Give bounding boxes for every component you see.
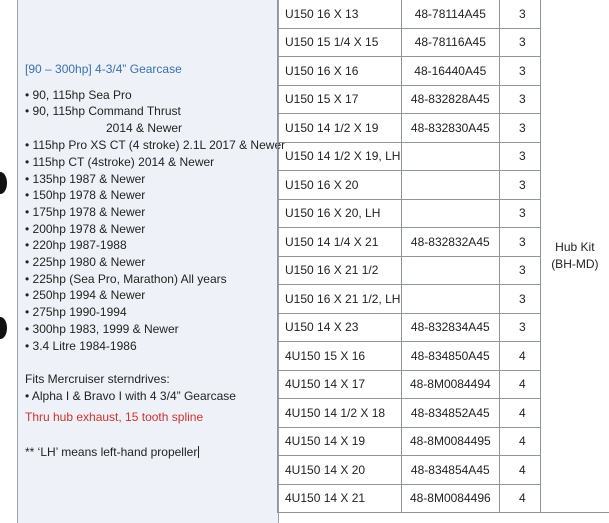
blade-count-cell: 4: [499, 427, 540, 456]
cropped-image-fragment: [0, 172, 7, 194]
left-margin-strip: [0, 0, 17, 523]
part-number-cell: [401, 256, 499, 285]
part-number-cell: 48-832830A45: [401, 114, 499, 143]
propeller-model-cell: U150 14 1/2 X 19: [278, 114, 402, 143]
cropped-image-fragment: [0, 317, 7, 339]
text-cursor: [198, 446, 199, 458]
propeller-model-cell: 4U150 14 1/2 X 18: [278, 399, 402, 428]
fitment-line: • 90, 115hp Command Thrust: [25, 104, 181, 118]
sterndrive-line: • Alpha I & Bravo I with 4 3/4” Gearcase: [25, 389, 236, 403]
part-number-cell: [401, 142, 499, 171]
propeller-model-cell: 4U150 14 X 17: [278, 370, 402, 399]
fitment-info-panel: [17, 0, 286, 523]
blade-count-cell: 3: [499, 85, 540, 114]
fitment-line: • 225hp (Sea Pro, Marathon) All years: [25, 272, 227, 286]
blade-count-cell: 3: [499, 228, 540, 257]
fitment-line: • 225hp 1980 & Newer: [25, 255, 146, 269]
fitment-line: • 200hp 1978 & Newer: [25, 222, 146, 236]
fitment-line: • 220hp 1987-1988: [25, 238, 127, 252]
fitment-line: • 275hp 1990-1994: [25, 305, 127, 319]
propeller-model-cell: U150 14 X 23: [278, 313, 402, 342]
propeller-model-cell: U150 16 X 20: [278, 171, 402, 200]
propeller-model-cell: U150 16 X 16: [278, 57, 402, 86]
blade-count-cell: 3: [499, 28, 540, 57]
propeller-parts-table: [277, 0, 609, 513]
fitment-line: • 150hp 1978 & Newer: [25, 188, 146, 202]
part-number-cell: 48-8M0084494: [401, 370, 499, 399]
blade-count-cell: 3: [499, 142, 540, 171]
part-number-cell: 48-78114A45: [401, 0, 499, 28]
blade-count-cell: 3: [499, 313, 540, 342]
sterndrive-heading: Fits Mercruiser sterndrives:: [25, 372, 170, 386]
blade-count-cell: 3: [499, 256, 540, 285]
propeller-model-cell: U150 14 1/2 X 19, LH: [278, 142, 402, 171]
table-row: [278, 0, 609, 28]
part-number-cell: 48-834852A45: [401, 399, 499, 428]
blade-count-cell: 4: [499, 342, 540, 371]
hub-kit-code: (BH-MD): [551, 257, 599, 271]
fitment-line: • 3.4 Litre 1984-1986: [25, 339, 137, 353]
blade-count-cell: 4: [499, 484, 540, 513]
blade-count-cell: 3: [499, 0, 540, 28]
hub-kit-label: Hub Kit: [555, 240, 595, 254]
fitment-line: • 115hp CT (4stroke) 2014 & Newer: [25, 155, 215, 169]
part-number-cell: 48-832832A45: [401, 228, 499, 257]
blade-count-cell: 4: [499, 370, 540, 399]
propeller-model-cell: U150 16 X 13: [278, 0, 402, 28]
part-number-cell: 48-834854A45: [401, 456, 499, 485]
part-number-cell: 48-78116A45: [401, 28, 499, 57]
fitment-line: • 300hp 1983, 1999 & Newer: [25, 322, 179, 336]
propeller-model-cell: 4U150 14 X 20: [278, 456, 402, 485]
blade-count-cell: 3: [499, 114, 540, 143]
fitment-line: 2014 & Newer: [106, 121, 183, 135]
propeller-model-cell: U150 16 X 20, LH: [278, 199, 402, 228]
part-number-cell: [401, 199, 499, 228]
blade-count-cell: 4: [499, 456, 540, 485]
exhaust-note: Thru hub exhaust, 15 tooth spline: [25, 410, 204, 424]
fitment-line: • 115hp Pro XS CT (4 stroke) 2.1L 2017 & Newer: [25, 138, 286, 152]
part-number-cell: 48-832834A45: [401, 313, 499, 342]
propeller-model-cell: U150 15 1/4 X 15: [278, 28, 402, 57]
part-number-cell: 48-832828A45: [401, 85, 499, 114]
hub-kit-cell: [540, 0, 609, 513]
propeller-model-cell: U150 16 X 21 1/2, LH: [278, 285, 402, 314]
part-number-cell: 48-8M0084495: [401, 427, 499, 456]
part-number-cell: 48-834850A45: [401, 342, 499, 371]
blade-count-cell: 3: [499, 171, 540, 200]
gearcase-heading: [90 – 300hp] 4-3/4” Gearcase: [25, 62, 182, 76]
part-number-cell: 48-8M0084496: [401, 484, 499, 513]
fitment-line: • 90, 115hp Sea Pro: [25, 88, 132, 102]
fitment-line: • 250hp 1994 & Newer: [25, 288, 146, 302]
lh-note: [25, 445, 199, 459]
propeller-model-cell: U150 16 X 21 1/2: [278, 256, 402, 285]
blade-count-cell: 3: [499, 57, 540, 86]
lh-note-text: ** ‘LH’ means left-hand propeller: [25, 445, 198, 459]
part-number-cell: 48-16440A45: [401, 57, 499, 86]
blade-count-cell: 4: [499, 399, 540, 428]
blade-count-cell: 3: [499, 199, 540, 228]
part-number-cell: [401, 171, 499, 200]
fitment-line: • 135hp 1987 & Newer: [25, 172, 146, 186]
blade-count-cell: 3: [499, 285, 540, 314]
propeller-model-cell: 4U150 14 X 19: [278, 427, 402, 456]
part-number-cell: [401, 285, 499, 314]
propeller-model-cell: 4U150 15 X 16: [278, 342, 402, 371]
propeller-model-cell: U150 14 1/4 X 21: [278, 228, 402, 257]
propeller-model-cell: U150 15 X 17: [278, 85, 402, 114]
propeller-model-cell: 4U150 14 X 21: [278, 484, 402, 513]
fitment-line: • 175hp 1978 & Newer: [25, 205, 146, 219]
